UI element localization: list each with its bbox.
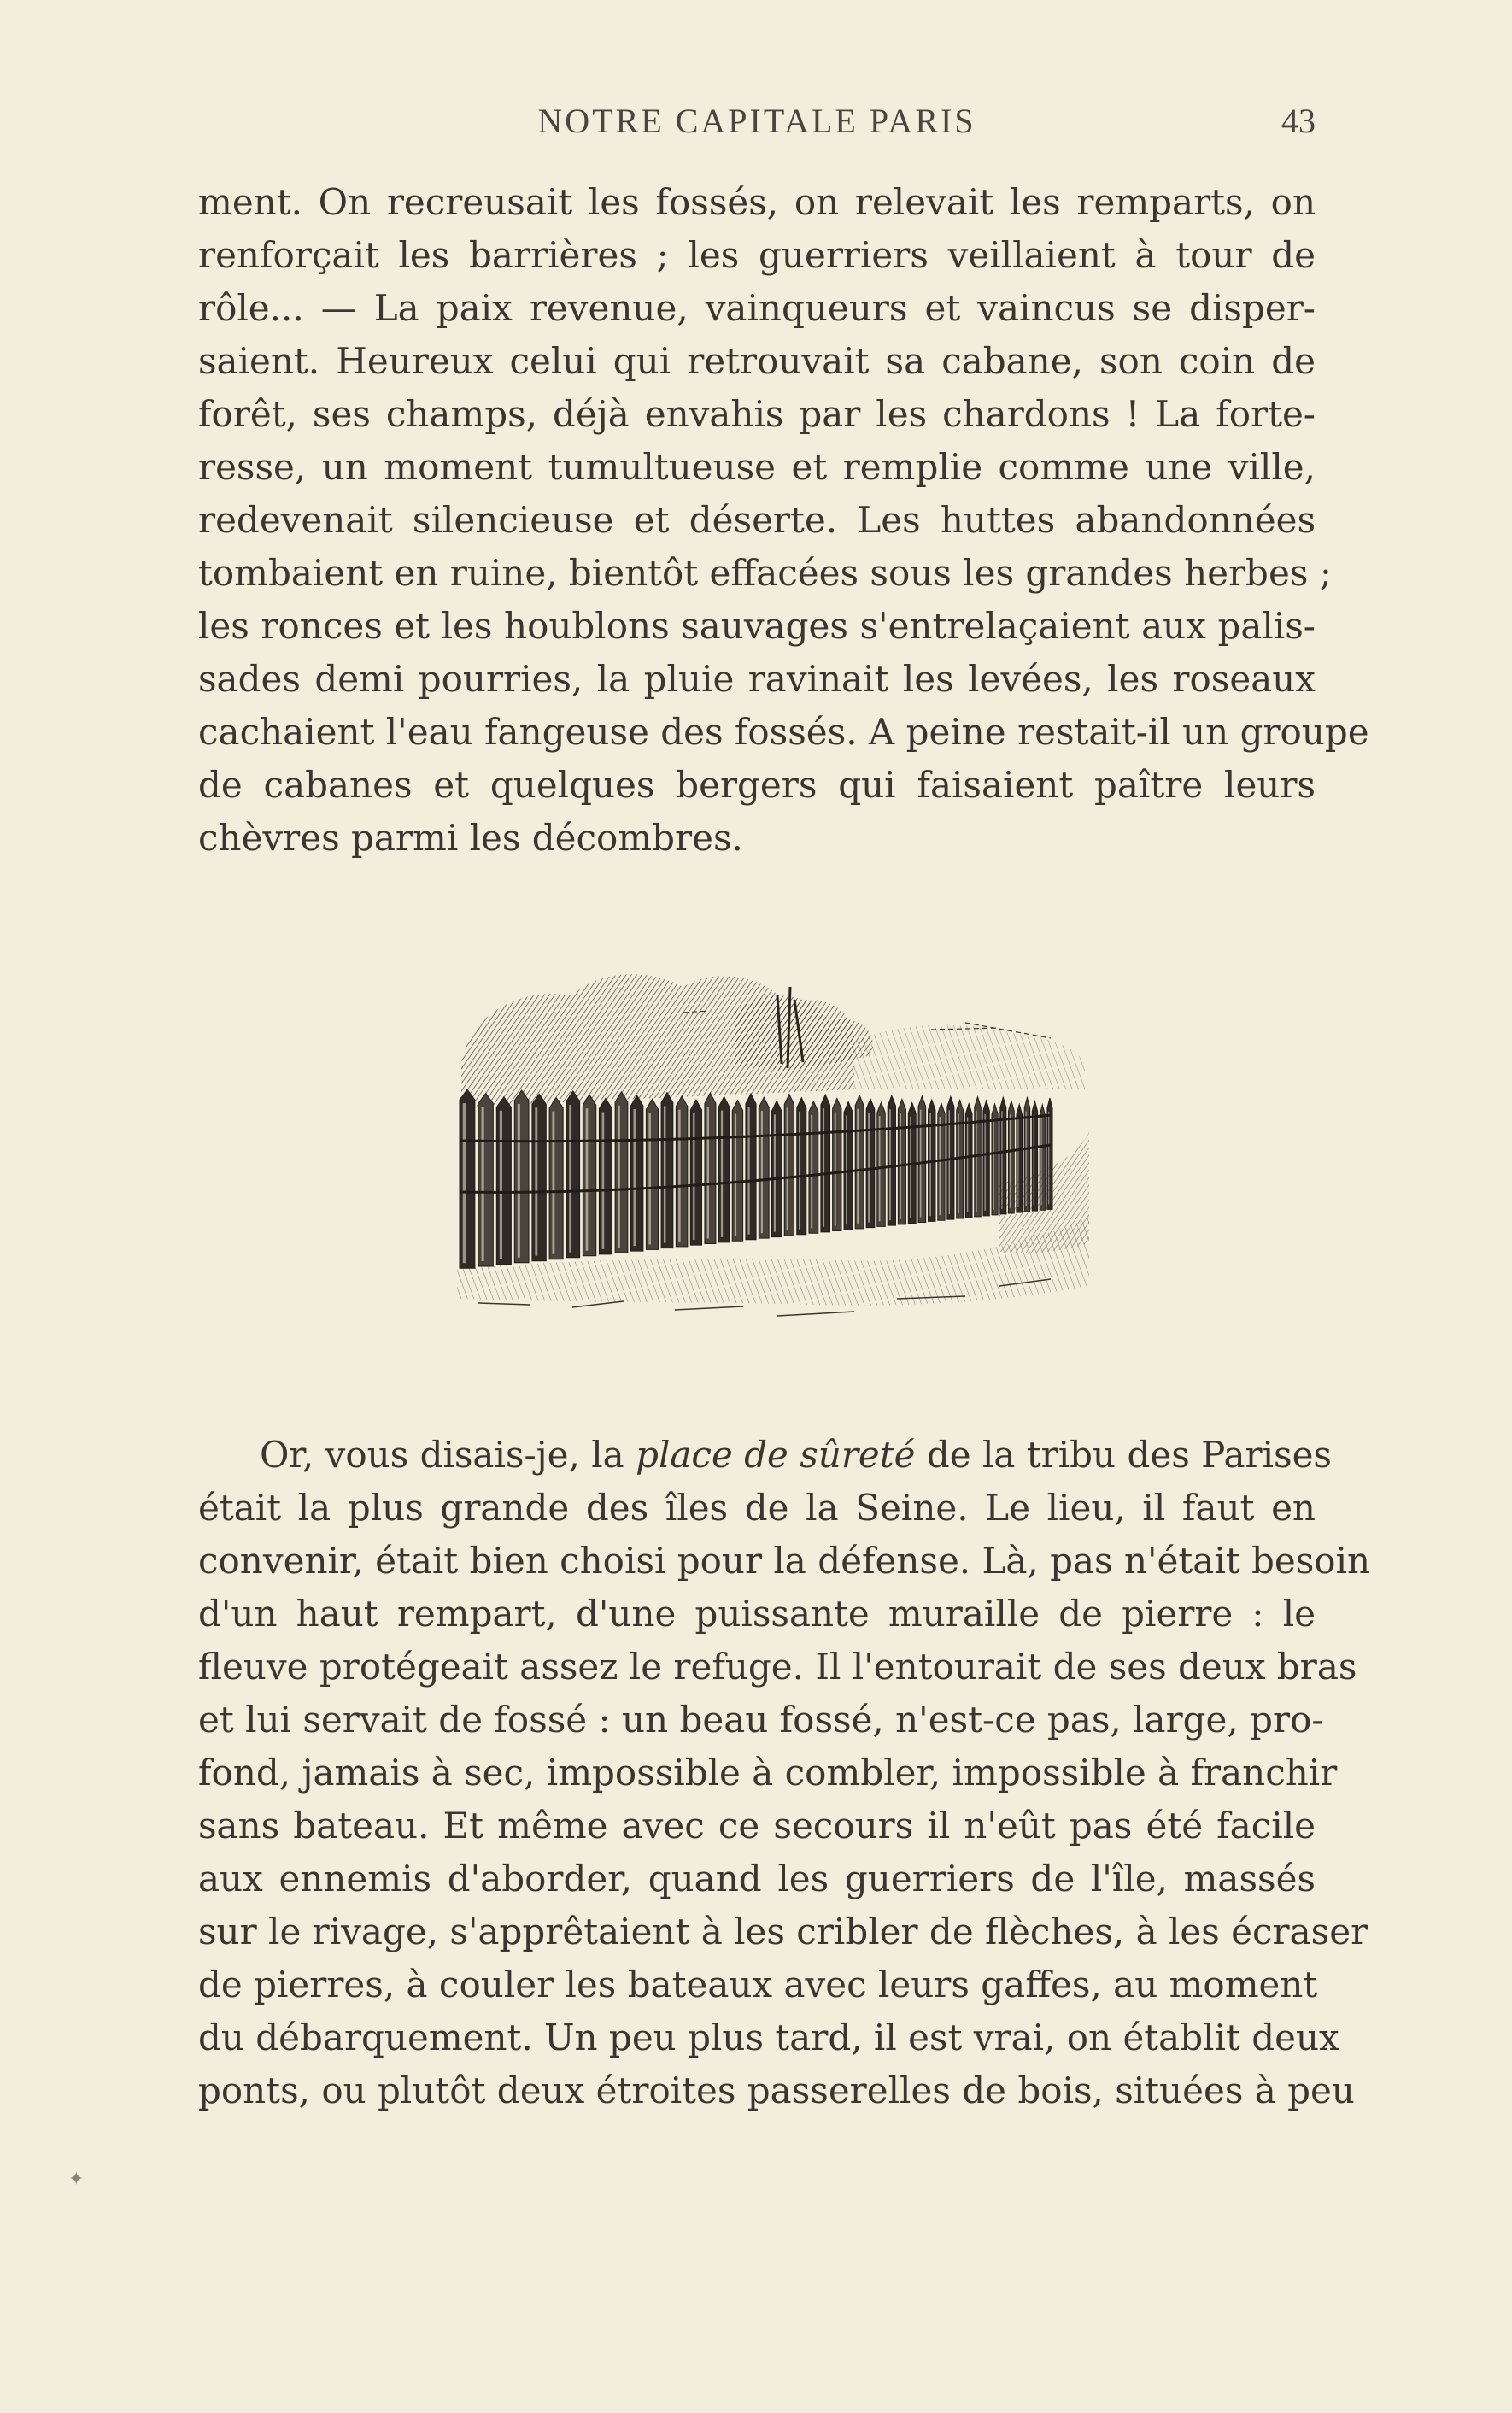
text-line: chèvres parmi les décombres. <box>198 817 743 859</box>
fence-stake <box>918 1096 926 1223</box>
foliage-mass <box>461 974 1085 1107</box>
fence-stake <box>549 1098 563 1259</box>
fence-stake <box>661 1092 673 1248</box>
palisade-engraving <box>453 961 1102 1337</box>
text-line: rôle... — La paix revenue, vainqueurs et vaincus se disper- <box>198 287 1316 329</box>
text-line: forêt, ses champs, déjà envahis par les chardons ! La forte- <box>198 393 1316 435</box>
fence-stake <box>784 1095 794 1236</box>
text-line: de pierres, à couler les bateaux avec leurs gaffes, au moment <box>198 1964 1318 2005</box>
text-line: saient. Heureux celui qui retrouvait sa cabane, son coin de <box>198 340 1316 382</box>
fence-stake <box>676 1096 688 1247</box>
fence-stake <box>732 1101 742 1242</box>
text-run: de la tribu des Parises <box>915 1434 1332 1476</box>
fence-stake <box>460 1089 475 1268</box>
text-line: du débarquement. Un peu plus tard, il est vrai, on établit deux <box>198 2017 1339 2058</box>
text-line: sades demi pourries, la pluie ravinait les levées, les roseaux <box>198 658 1316 700</box>
fence-stake <box>496 1097 511 1265</box>
text-line: fleuve protégeait assez le refuge. Il l'entourait de ses deux bras <box>198 1646 1357 1688</box>
fence-stake <box>746 1094 756 1240</box>
fence-stake <box>646 1099 658 1249</box>
text-line: sur le rivage, s'apprêtaient à les cribler de flèches, à les écraser <box>198 1911 1368 1952</box>
text-line: et lui servait de fossé : un beau fossé, n'est-ce pas, large, pro- <box>198 1699 1324 1741</box>
text-line: cachaient l'eau fangeuse des fossés. A peine restait-il un groupe <box>198 711 1369 753</box>
text-line: ponts, ou plutôt deux étroites passerelles de bois, situées à peu <box>198 2070 1355 2111</box>
text-line: redevenait silencieuse et déserte. Les huttes abandonnées <box>198 499 1316 541</box>
text-line: sans bateau. Et même avec ce secours il n'eût pas été facile <box>198 1805 1316 1846</box>
text-line: tombaient en ruine, bientôt effacées sous les grandes herbes ; <box>198 552 1332 594</box>
fence-stake <box>877 1102 885 1226</box>
text-run: Or, vous disais-je, la <box>260 1434 636 1476</box>
page-number: 43 <box>1281 102 1316 140</box>
text-line: renforçait les barrières ; les guerriers veillaient à tour de <box>198 234 1316 276</box>
fence-stake <box>532 1094 546 1260</box>
running-head <box>198 101 1316 152</box>
fence-stake <box>983 1101 989 1216</box>
printer-mark: ✦ <box>68 2169 85 2190</box>
fence-stake <box>833 1098 841 1230</box>
fence-stake <box>965 1104 972 1218</box>
fence-stake <box>888 1095 895 1225</box>
fence-stake <box>705 1093 716 1243</box>
fence-stakes <box>460 1089 1052 1268</box>
fence-stake <box>759 1097 769 1238</box>
fence-stake <box>797 1098 806 1235</box>
fence-stake <box>821 1095 830 1232</box>
fence-stake <box>599 1098 612 1253</box>
fence-stake <box>478 1093 493 1266</box>
fence-stake <box>615 1092 628 1253</box>
text-line: était la plus grande des îles de la Seine. Le lieu, il faut en <box>198 1487 1316 1529</box>
emphasis-text: place de sûreté <box>636 1434 916 1476</box>
fence-stake <box>583 1095 595 1256</box>
text-line: ment. On recreusait les fossés, on relevait les remparts, on <box>198 181 1316 223</box>
fence-stake <box>718 1096 730 1242</box>
fence-stake <box>566 1091 580 1258</box>
fence-stake <box>866 1099 875 1228</box>
fence-stake <box>844 1102 853 1230</box>
text-line-first <box>198 1429 1332 1482</box>
text-line: fond, jamais à sec, impossible à combler, impossible à franchir <box>198 1752 1338 1794</box>
paragraph-1 <box>198 176 1369 865</box>
fence-stake <box>771 1101 782 1236</box>
text-line: aux ennemis d'aborder, quand les guerriers de l'île, massés <box>198 1858 1316 1899</box>
fence-stake <box>898 1099 905 1224</box>
text-line: d'un haut rempart, d'une puissante muraille de pierre : le <box>198 1593 1316 1635</box>
fence-stake <box>855 1095 864 1229</box>
fence-stake <box>514 1090 529 1263</box>
fence-stake <box>809 1101 818 1233</box>
text-line: les ronces et les houblons sauvages s'entrelaçaient aux palis- <box>198 605 1316 647</box>
paragraph-2 <box>198 1429 1371 2117</box>
text-line: de cabanes et quelques bergers qui faisaient paître leurs <box>198 764 1316 806</box>
text-line: convenir, était bien choisi pour la défense. Là, pas n'était besoin <box>198 1540 1371 1582</box>
running-title: NOTRE CAPITALE PARIS <box>537 102 976 140</box>
text-line: resse, un moment tumultueuse et remplie comme une ville, <box>198 446 1316 488</box>
fence-stake <box>630 1095 642 1251</box>
fence-stake <box>690 1100 701 1245</box>
